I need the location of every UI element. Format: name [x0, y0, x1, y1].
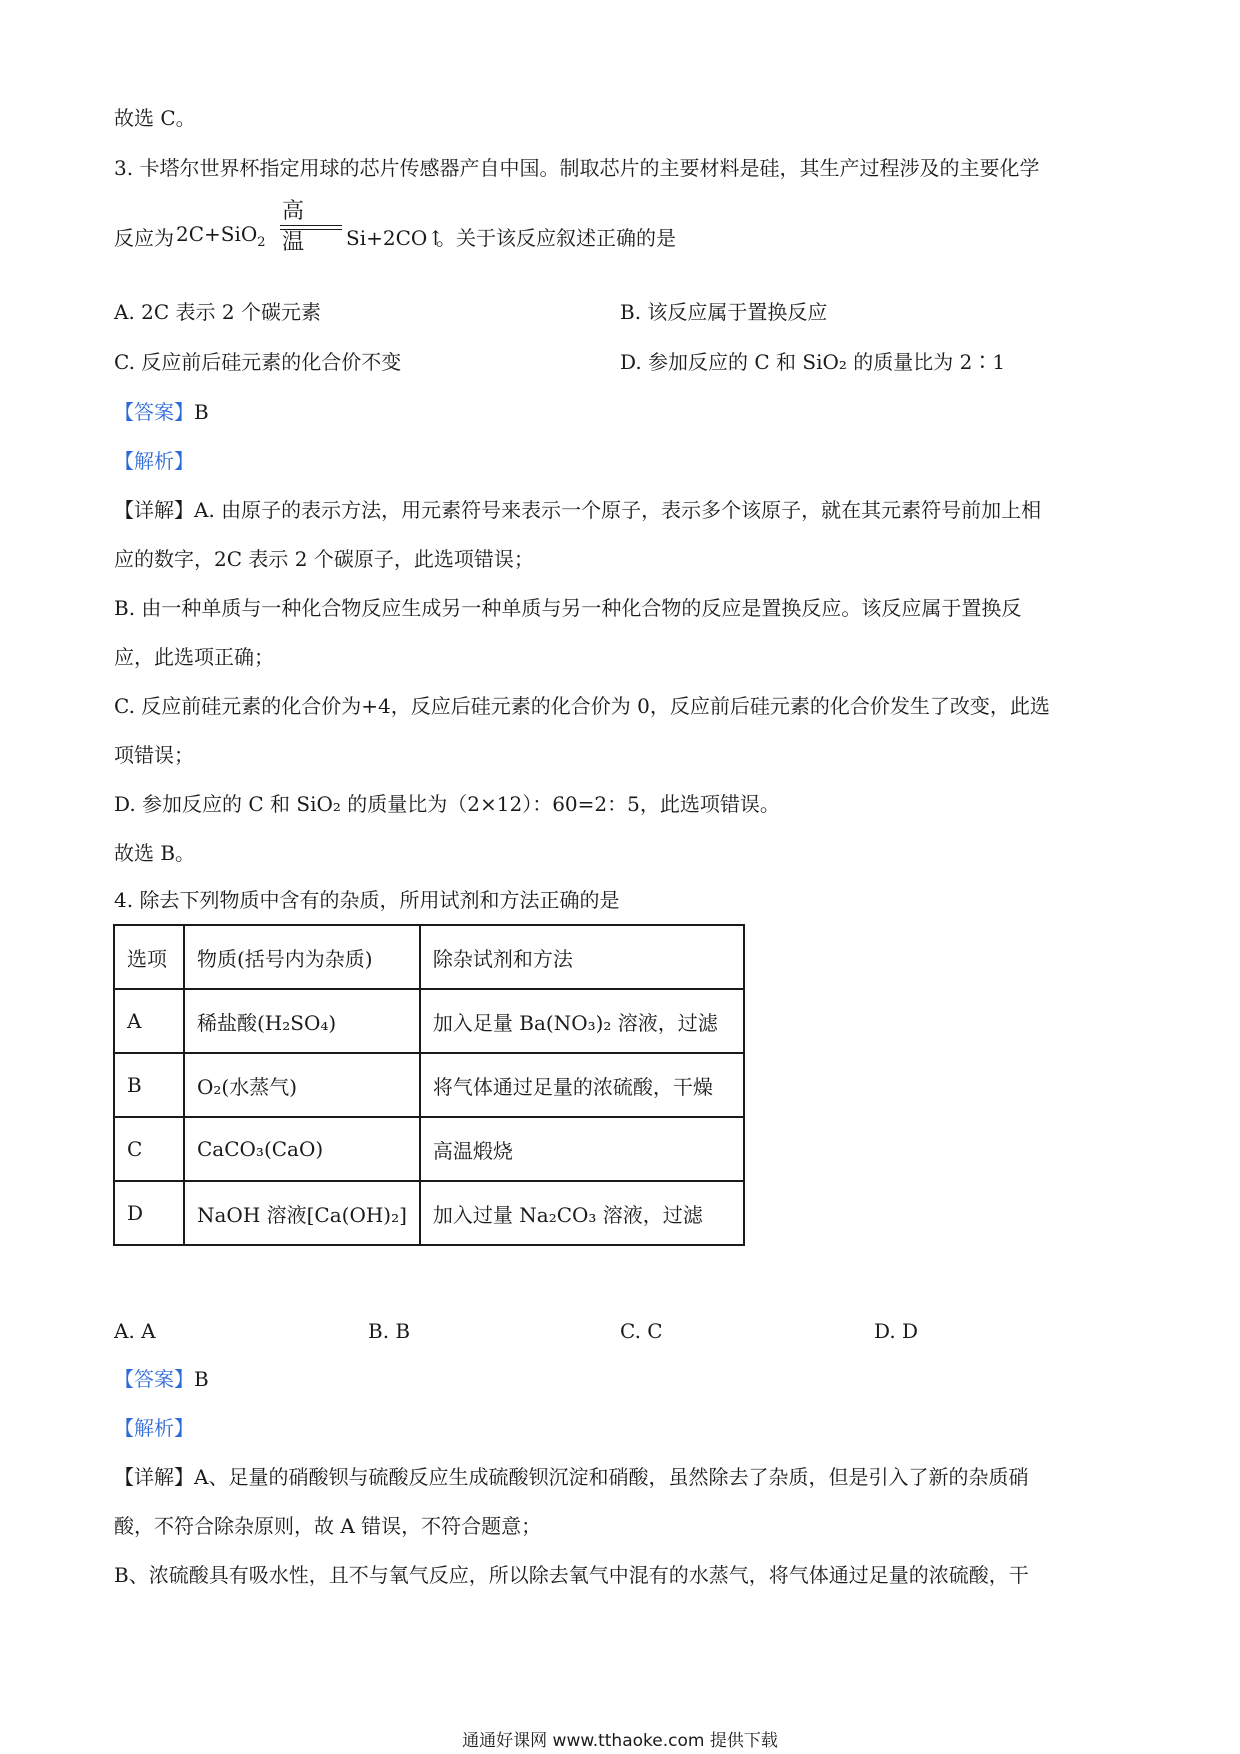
eq-bar-2 — [280, 229, 342, 230]
q3-detail-2: 应的数字，2C 表示 2 个碳原子，此选项错误； — [114, 547, 534, 571]
eq-left-sub: 2 — [257, 235, 266, 250]
table-cell: A — [114, 989, 184, 1053]
q4-option-c: C. C — [620, 1319, 663, 1343]
q3-detail-7: D. 参加反应的 C 和 SiO₂ 的质量比为（2×12）：60=2：5，此选项错误。 — [114, 792, 780, 816]
q3-detail-1 — [114, 496, 1041, 524]
table-cell: D — [114, 1181, 184, 1245]
table-cell: 高温煅烧 — [420, 1117, 744, 1181]
q4-answer — [114, 1365, 209, 1393]
answer-value: B — [194, 1367, 209, 1391]
eq-left-text: 2C+SiO — [176, 222, 258, 246]
q3-option-d: D. 参加反应的 C 和 SiO₂ 的质量比为 2∶1 — [620, 350, 1006, 374]
eq-prefix: 反应为 — [114, 226, 174, 250]
q3-option-b: B. 该反应属于置换反应 — [620, 300, 828, 324]
q3-end: 故选 B。 — [114, 841, 196, 865]
detail-tag: 【详解】 — [114, 1465, 194, 1489]
q4-analysis: 【解析】 — [114, 1416, 194, 1440]
q3-detail-4: 应，此选项正确； — [114, 645, 274, 669]
eq-condition: 高温 — [282, 199, 305, 255]
eq-bar-1 — [280, 225, 342, 226]
table-row — [114, 1053, 744, 1117]
table-header-cell: 选项 — [114, 925, 184, 989]
table-cell: 加入过量 Na₂CO₃ 溶液，过滤 — [420, 1181, 744, 1245]
table-header-cell: 除杂试剂和方法 — [420, 925, 744, 989]
q4-detail-1 — [114, 1463, 1028, 1491]
table-cell: NaOH 溶液[Ca(OH)₂] — [184, 1181, 420, 1245]
table-header-row — [114, 925, 744, 989]
answer-tag: 【答案】 — [114, 1367, 194, 1391]
detail-text: A. 由原子的表示方法，用元素符号来表示一个原子，表示多个该原子，就在其元素符号前加上相 — [194, 498, 1042, 522]
q3-detail-3: B. 由一种单质与一种化合物反应生成另一种单质与另一种化合物的反应是置换反应。该反应属于置换反 — [114, 596, 1022, 620]
table-row — [114, 1181, 744, 1245]
table-row — [114, 1117, 744, 1181]
table-cell: B — [114, 1053, 184, 1117]
table-cell: 稀盐酸(H₂SO₄) — [184, 989, 420, 1053]
q4-detail-2: 酸，不符合除杂原则，故 A 错误，不符合题意； — [114, 1514, 542, 1538]
table-cell: CaCO₃(CaO) — [184, 1117, 420, 1181]
table-cell: O₂(水蒸气) — [184, 1053, 420, 1117]
q3-analysis: 【解析】 — [114, 449, 194, 473]
q3-option-c: C. 反应前后硅元素的化合价不变 — [114, 350, 402, 374]
question-3: 3. 卡塔尔世界杯指定用球的芯片传感器产自中国。制取芯片的主要材料是硅，其生产过程涉及的主要化学 — [114, 156, 1040, 180]
answer-tag: 【答案】 — [114, 400, 194, 424]
table-header-cell: 物质(括号内为杂质) — [184, 925, 420, 989]
line-l1: 故选 C。 — [114, 106, 196, 130]
q4-option-d: D. D — [874, 1319, 919, 1343]
q4-option-b: B. B — [368, 1319, 411, 1343]
eq-suffix: 。关于该反应叙述正确的是 — [436, 226, 676, 250]
table-cell: 加入足量 Ba(NO₃)₂ 溶液，过滤 — [420, 989, 744, 1053]
answer-value: B — [194, 400, 209, 424]
detail-text: A、足量的硝酸钡与硫酸反应生成硫酸钡沉淀和硝酸，虽然除去了杂质，但是引入了新的杂质硝 — [194, 1465, 1029, 1489]
table-row — [114, 989, 744, 1053]
q3-detail-5: C. 反应前硅元素的化合价为+4，反应后硅元素的化合价为 0，反应前后硅元素的化合价发生了改变，此选 — [114, 694, 1050, 718]
q3-detail-6: 项错误； — [114, 743, 194, 767]
eq-right: Si+2CO↑ — [346, 226, 445, 250]
q4-option-a: A. A — [114, 1319, 156, 1343]
detail-tag: 【详解】 — [114, 498, 194, 522]
impurity-table — [113, 924, 745, 1246]
table-cell: C — [114, 1117, 184, 1181]
q4-detail-3: B、浓硫酸具有吸水性，且不与氧气反应，所以除去氧气中混有的水蒸气，将气体通过足量的浓硫酸，干 — [114, 1563, 1029, 1587]
table-cell: 将气体通过足量的浓硫酸，干燥 — [420, 1053, 744, 1117]
eq-left — [176, 222, 266, 250]
question-4: 4. 除去下列物质中含有的杂质，所用试剂和方法正确的是 — [114, 888, 620, 912]
q3-option-a: A. 2C 表示 2 个碳元素 — [114, 300, 321, 324]
page-footer: 通通好课网 www.tthaoke.com 提供下载 — [462, 1731, 778, 1751]
q3-answer — [114, 398, 209, 426]
